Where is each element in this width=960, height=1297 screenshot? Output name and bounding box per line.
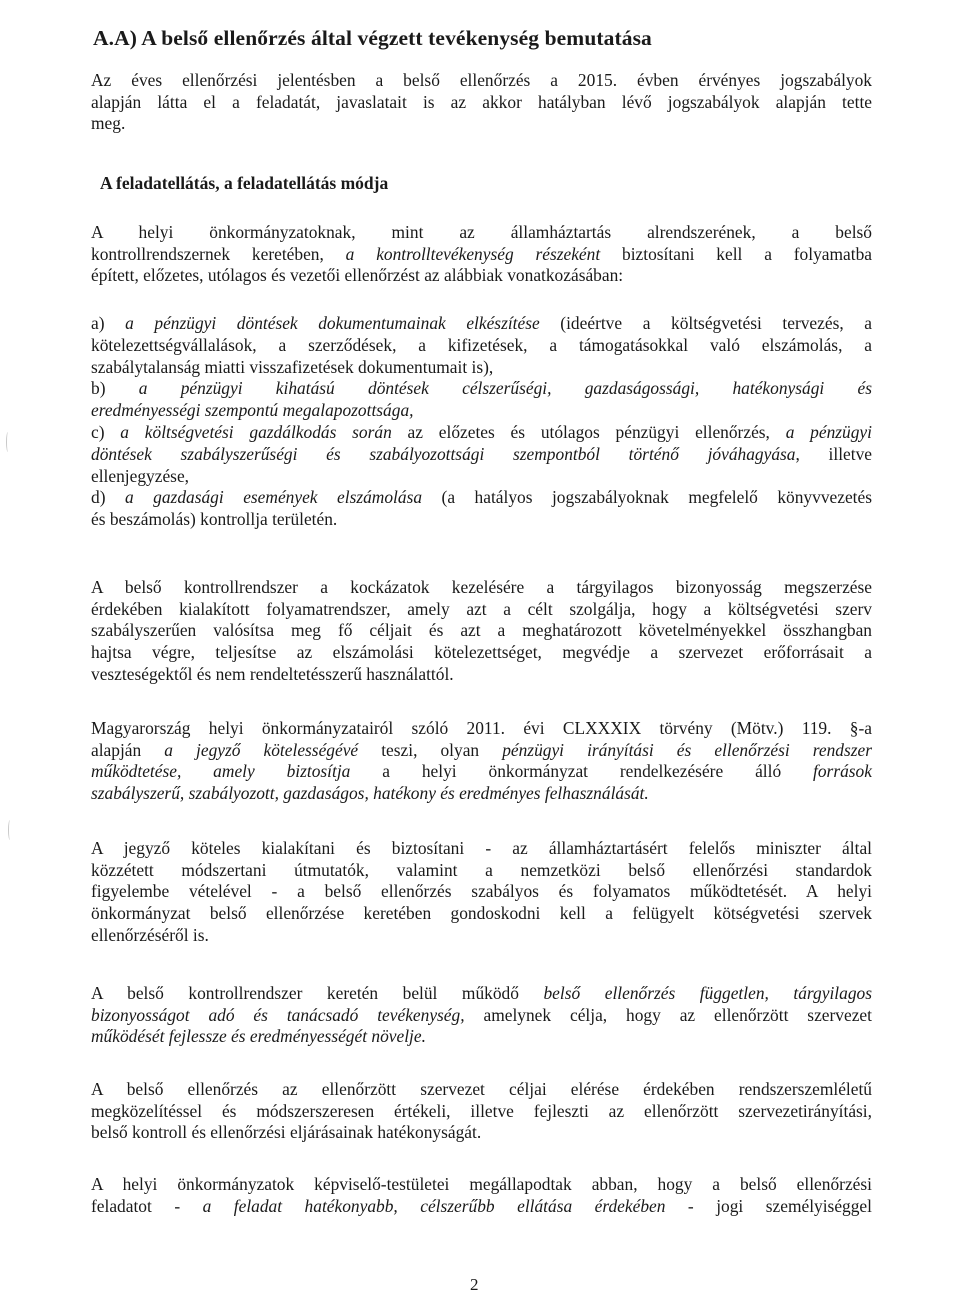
p3-text: a helyi önkormányzat rendelkezésére álló <box>350 761 814 782</box>
p5-italic: belső ellenőrzés független, tárgyilagos <box>543 983 872 1003</box>
list-italic: eredményességi szempontú megalapozottsága, <box>91 400 414 421</box>
p3-italic: szabályszerű, szabályozott, gazdaságos, hatékony és eredményes felhasználását. <box>91 783 649 804</box>
p3-italic: működtetése, amely biztosítja <box>91 761 351 782</box>
list-italic: a pénzügyi döntések dokumentumainak elkészítése <box>125 313 540 333</box>
list-italic: a pénzügyi <box>785 421 872 442</box>
list-item-b-line-1 <box>91 378 872 400</box>
paragraph-agreement <box>91 1174 872 1217</box>
paragraph-internal-control <box>91 222 872 287</box>
p6-line-2: megközelítéssel és módszerszeresen értékeli, illetve fejleszti az ellenőrzött szervezetirányítási, <box>91 1100 872 1121</box>
subsection-heading: A feladatellátás, a feladatellátás módja <box>100 173 389 193</box>
p4-line-2: közzétett módszertani útmutatók, valamint a nemzetközi belső ellenőrzési standardok <box>91 859 872 880</box>
list-marker: c) <box>91 421 121 442</box>
list-item-c-line-1 <box>91 422 872 444</box>
p7-text: - jogi személyiséggel <box>665 1195 872 1216</box>
list-item-a-line-2: kötelezettségvállalások, a szerződések, a kifizetések, a támogatásokkal való elszámolás, a <box>91 334 872 355</box>
list-item-b-line-2 <box>91 400 872 422</box>
p7-line-2 <box>91 1196 872 1218</box>
paragraph-control-system <box>91 577 872 686</box>
p3-line-4 <box>91 783 872 805</box>
paragraph-notary-duties <box>91 838 872 947</box>
list-italic: a költségvetési gazdálkodás során <box>120 421 392 442</box>
p5-text: A belső kontrollrendszer keretén belül működő <box>91 983 544 1003</box>
paragraph-internal-audit <box>91 983 872 1048</box>
p1-text: biztosítani kell a folyamatba <box>600 243 872 264</box>
p1-line-3: épített, előzetes, utólagos és vezetői ellenőrzést az alábbiak vonatkozásában: <box>91 265 624 286</box>
p1-text: kontrollrendszernek keretében, <box>91 243 346 264</box>
p5-italic: működését fejlessze és eredményességét növelje. <box>91 1026 426 1047</box>
list-text: (a hatályos jogszabályoknak megfelelő könyvvezetés <box>422 487 872 508</box>
intro-line-3: meg. <box>91 113 126 134</box>
p5-italic: bizonyosságot adó és tanácsadó tevékenység, <box>91 1004 465 1025</box>
p3-line-1: Magyarország helyi önkormányzatairól szóló 2011. évi CLXXXIX törvény (Mötv.) 119. §-a <box>91 718 872 738</box>
list-item-c-line-3: ellenjegyzése, <box>91 465 190 486</box>
list-italic: a gazdasági események elszámolása <box>124 487 423 508</box>
p3-text: teszi, olyan <box>358 739 503 760</box>
p5-line-1 <box>91 983 872 1005</box>
p1-italic: a kontrolltevékenység részeként <box>345 243 601 264</box>
p1-line-2 <box>91 244 872 266</box>
p4-line-5: ellenőrzéséről is. <box>91 924 209 945</box>
list-italic: a pénzügyi kihatású döntések célszerűségi, gazdaságossági, hatékonysági és <box>138 378 872 399</box>
p7-text: feladatot - <box>91 1195 203 1216</box>
intro-paragraph <box>91 70 872 135</box>
p1-line-1: A helyi önkormányzatoknak, mint az államháztartás alrendszerének, a belső <box>91 222 872 242</box>
list-text: (ideértve a költségvetési tervezés, a <box>539 313 873 333</box>
list-marker: d) <box>91 487 125 508</box>
p7-line-1: A helyi önkormányzatok képviselő-testületei megállapodtak abban, hogy a belső ellenőrzési <box>91 1174 872 1194</box>
section-heading: A.A) A belső ellenőrzés által végzett tevékenység bemutatása <box>93 26 652 50</box>
p3-italic: források <box>813 761 872 782</box>
p3-line-2 <box>91 740 872 762</box>
p6-line-1: A belső ellenőrzés az ellenőrzött szervezet céljai elérése érdekében rendszerszemléletű <box>91 1079 872 1099</box>
p2-line-2: érdekében kialakított folyamatrendszer, amely azt a célt szolgálja, hogy a költségvetési szerv <box>91 598 872 619</box>
control-areas-list <box>91 313 872 531</box>
paragraph-motv <box>91 718 872 805</box>
p3-line-3 <box>91 761 872 783</box>
p5-text: amelynek célja, hogy az ellenőrzött szervezet <box>464 1004 872 1025</box>
p4-line-4: önkormányzat belső ellenőrzése keretében gondoskodni kell a felügyelt kötségvetési szervek <box>91 903 872 924</box>
list-item-c-line-2 <box>91 444 872 466</box>
intro-line-2: alapján látta el a feladatát, javaslatait is az akkor hatályban lévő jogszabályok alapján tette <box>91 91 872 112</box>
p2-line-4: hajtsa végre, teljesítse az elszámolási kötelezettséget, megvédje a szervezet erőforrásait a <box>91 642 872 663</box>
p2-line-5: veszteségektől és nem rendeltetésszerű használattól. <box>91 663 454 684</box>
intro-line-1: Az éves ellenőrzési jelentésben a belső ellenőrzés a 2015. évben érvényes jogszabályok <box>91 70 872 90</box>
page-number: 2 <box>470 1275 479 1294</box>
list-item-a-line-3: szabálytalanság miatti visszafizetések dokumentumait is), <box>91 356 494 377</box>
list-item-d-line-2: és beszámolás) kontrollja területén. <box>91 509 338 530</box>
p5-line-3 <box>91 1026 872 1048</box>
p2-line-1: A belső kontrollrendszer a kockázatok kezelésére a tárgyilagos bizonyosság megszerzése <box>91 577 872 597</box>
paragraph-audit-evaluation <box>91 1079 872 1144</box>
p4-line-3: figyelembe vételével - a belső ellenőrzés szabályos és folyamatos működtetését. A helyi <box>91 881 872 902</box>
list-italic: döntések szabályszerűségi és szabályozottsági szempontból történő jóváhagyása <box>91 443 796 464</box>
p5-line-2 <box>91 1005 872 1027</box>
list-marker: a) <box>91 313 126 333</box>
p2-line-3: szabályszerűen valósítsa meg fő céljait és azt a meghatározott követelményekkel összhangban <box>91 620 872 641</box>
scan-margin-mark <box>6 432 10 452</box>
list-item-a-line-1 <box>91 313 872 335</box>
p3-italic: a jegyző kötelességévé <box>164 739 359 760</box>
p7-italic: a feladat hatékonyabb, célszerűbb ellátása érdekében <box>202 1195 666 1216</box>
p3-italic: pénzügyi irányítási és ellenőrzési rendszer <box>502 739 872 760</box>
scan-margin-mark <box>8 820 12 840</box>
list-item-d-line-1 <box>91 487 872 509</box>
p4-line-1: A jegyző köteles kialakítani és biztosítani - az államháztartásért felelős miniszter által <box>91 838 872 858</box>
list-text: az előzetes és utólagos pénzügyi ellenőrzés, <box>391 421 786 442</box>
list-marker: b) <box>91 378 139 399</box>
p6-line-3: belső kontroll és ellenőrzési eljárásainak hatékonyságát. <box>91 1122 482 1143</box>
p3-text: alapján <box>91 739 165 760</box>
list-text: , illetve <box>795 443 872 464</box>
